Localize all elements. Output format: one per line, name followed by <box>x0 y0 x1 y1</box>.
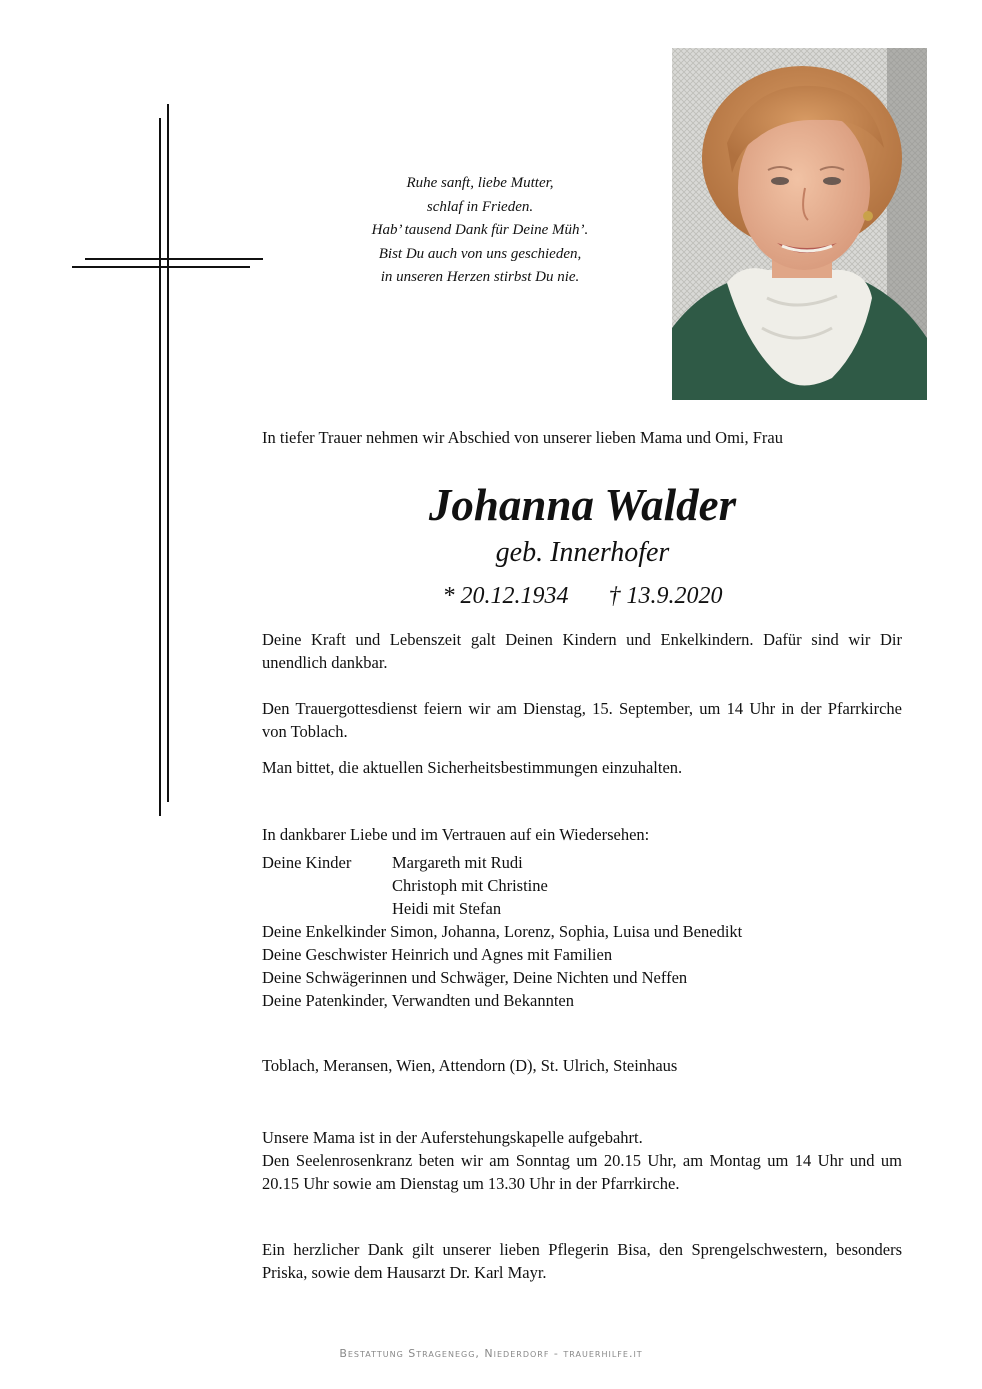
life-dates <box>260 581 905 611</box>
death-date: † 13.9.2020 <box>608 583 723 609</box>
cross-vertical-line-1 <box>159 118 161 816</box>
rosenkranz-text: Den Seelenrosenkranz beten wir am Sonntag um 20.15 Uhr, am Montag um 14 Uhr und um 20.15 Uhr sowie am Dienstag um 13.30 Uhr in der Pfarrkirche. <box>262 1151 902 1193</box>
child-entry: Heidi mit Stefan <box>392 899 502 918</box>
family-list <box>262 920 742 1012</box>
family-line: Deine Geschwister Heinrich und Agnes mit Familien <box>262 945 613 964</box>
aufbahrung-text: Unsere Mama ist in der Auferstehungskapelle aufgebahrt. <box>262 1128 643 1147</box>
paragraph-dankbar: In dankbarer Liebe und im Vertrauen auf ein Wiedersehen: <box>262 825 650 844</box>
paragraph-thanks: Ein herzlicher Dank gilt unserer lieben Pflegerin Bisa, den Sprengelschwestern, besonders Priska, sowie dem Hausarzt Dr. Karl Mayr. <box>262 1240 902 1282</box>
family-line: Deine Enkelkinder Simon, Johanna, Lorenz, Sophia, Luisa und Benedikt <box>262 922 743 941</box>
poem <box>330 172 630 290</box>
child-entry: Margareth mit Rudi <box>392 853 523 872</box>
portrait-photo <box>672 48 927 400</box>
paragraph-sicherheit: Man bittet, die aktuellen Sicherheitsbestimmungen einzuhalten. <box>262 758 683 777</box>
poem-line: schlaf in Frieden. <box>426 198 534 215</box>
intro-text: In tiefer Trauer nehmen wir Abschied von unserer lieben Mama und Omi, Frau <box>262 428 783 447</box>
paragraph-aufbahrung <box>262 1126 902 1195</box>
paragraph-kraft: Deine Kraft und Lebenszeit galt Deinen Kindern und Enkelkindern. Dafür sind wir Dir unendlich dankbar. <box>262 630 902 672</box>
poem-line: Hab’ tausend Dank für Deine Müh’. <box>371 222 589 238</box>
birth-date: * 20.12.1934 <box>442 583 569 609</box>
poem-line: in unseren Herzen stirbst Du nie. <box>380 269 580 285</box>
cross-horizontal-line-1 <box>85 258 263 260</box>
footer-credit: Bestattung Stragenegg, Niederdorf - trauerhilfe.it <box>339 1347 643 1360</box>
poem-line: Ruhe sanft, liebe Mutter, <box>406 175 554 191</box>
family-line: Deine Patenkinder, Verwandten und Bekannten <box>262 991 574 1010</box>
poem-line: Bist Du auch von uns geschieden, <box>378 245 582 262</box>
cross-horizontal-line-2 <box>72 266 250 268</box>
paragraph-gottesdienst: Den Trauergottesdienst feiern wir am Dienstag, 15. September, um 14 Uhr in der Pfarrkirche von Toblach. <box>262 699 902 741</box>
maiden-name: geb. Innerhofer <box>495 537 670 568</box>
family-line: Deine Schwägerinnen und Schwäger, Deine Nichten und Neffen <box>262 968 688 987</box>
places-line: Toblach, Meransen, Wien, Attendorn (D), St. Ulrich, Steinhaus <box>262 1056 678 1075</box>
cross-vertical-line-2 <box>167 104 169 802</box>
deceased-name: Johanna Walder <box>428 480 737 530</box>
children-label: Deine Kinder <box>262 853 352 872</box>
child-entry: Christoph mit Christine <box>392 876 548 895</box>
children-list <box>262 851 548 920</box>
